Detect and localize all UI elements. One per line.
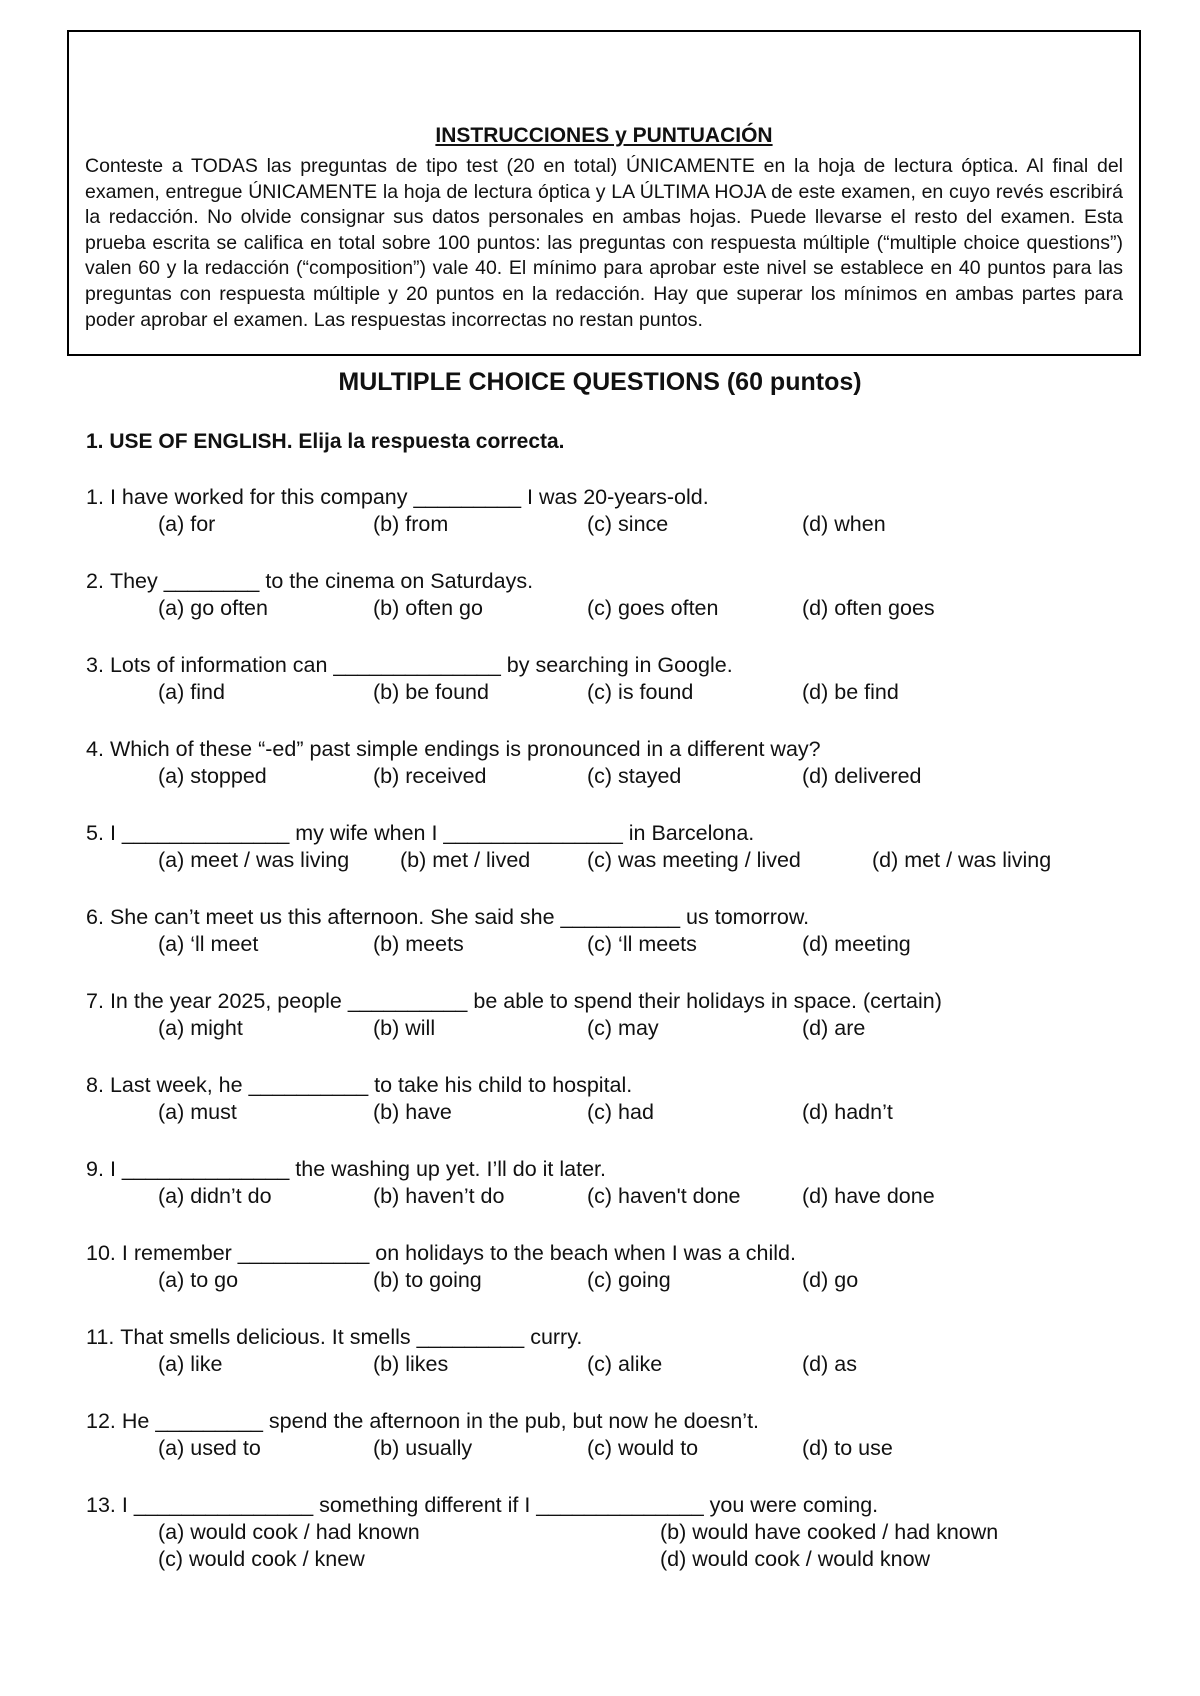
question-text: In the year 2025, people __________ be able to spend their holidays in space. (certain) bbox=[109, 989, 942, 1013]
question-1-option-b: (b) from bbox=[373, 512, 449, 536]
question-4-option-b: (b) received bbox=[373, 764, 487, 788]
question-8-option-c: (c) had bbox=[587, 1100, 654, 1124]
instructions-box bbox=[67, 30, 1141, 356]
question-13-option-d: (d) would cook / would know bbox=[660, 1547, 931, 1571]
question-12-option-c: (c) would to bbox=[587, 1436, 699, 1460]
question-2-option-c: (c) goes often bbox=[587, 596, 719, 620]
question-number: 11. bbox=[86, 1325, 115, 1349]
question-5-option-c: (c) was meeting / lived bbox=[587, 848, 801, 872]
question-text: That smells delicious. It smells _________ curry. bbox=[120, 1325, 583, 1349]
question-number: 5. bbox=[86, 821, 104, 845]
question-3-option-d: (d) be find bbox=[802, 680, 899, 704]
question-4-option-a: (a) stopped bbox=[158, 764, 267, 788]
question-5-option-a: (a) meet / was living bbox=[158, 848, 350, 872]
question-text: I have worked for this company _________ I was 20-years-old. bbox=[109, 485, 709, 509]
question-text: He _________ spend the afternoon in the pub, but now he doesn’t. bbox=[121, 1409, 760, 1433]
question-7-option-b: (b) will bbox=[373, 1016, 436, 1040]
question-7-option-d: (d) are bbox=[802, 1016, 866, 1040]
question-6-option-d: (d) meeting bbox=[802, 932, 911, 956]
question-number: 13. bbox=[86, 1493, 116, 1517]
question-10-option-d: (d) go bbox=[802, 1268, 859, 1292]
question-8-option-d: (d) hadn’t bbox=[802, 1100, 893, 1124]
question-9-option-c: (c) haven't done bbox=[587, 1184, 741, 1208]
question-13-option-a: (a) would cook / had known bbox=[158, 1520, 420, 1544]
question-2-option-d: (d) often goes bbox=[802, 596, 935, 620]
question-12-option-a: (a) used to bbox=[158, 1436, 261, 1460]
question-10-option-a: (a) to go bbox=[158, 1268, 239, 1292]
question-3 bbox=[86, 653, 733, 678]
question-1-option-d: (d) when bbox=[802, 512, 886, 536]
question-1-option-a: (a) for bbox=[158, 512, 216, 536]
question-number: 10. bbox=[86, 1241, 116, 1265]
question-9 bbox=[86, 1157, 606, 1182]
question-7-option-c: (c) may bbox=[587, 1016, 659, 1040]
question-number: 1. bbox=[86, 485, 104, 509]
question-13 bbox=[86, 1493, 878, 1518]
question-2 bbox=[86, 569, 533, 594]
question-12-option-d: (d) to use bbox=[802, 1436, 893, 1460]
question-text: They ________ to the cinema on Saturdays. bbox=[109, 569, 534, 593]
question-1 bbox=[86, 485, 709, 510]
question-7 bbox=[86, 989, 942, 1014]
question-12-option-b: (b) usually bbox=[373, 1436, 473, 1460]
question-13-option-b: (b) would have cooked / had known bbox=[660, 1520, 999, 1544]
question-11-option-b: (b) likes bbox=[373, 1352, 449, 1376]
question-6 bbox=[86, 905, 809, 930]
question-8-option-b: (b) have bbox=[373, 1100, 452, 1124]
question-6-option-c: (c) ‘ll meets bbox=[587, 932, 697, 956]
question-text: She can’t meet us this afternoon. She said she __________ us tomorrow. bbox=[109, 905, 810, 929]
question-number: 6. bbox=[86, 905, 104, 929]
question-4-option-d: (d) delivered bbox=[802, 764, 922, 788]
question-4-option-c: (c) stayed bbox=[587, 764, 682, 788]
question-number: 2. bbox=[86, 569, 104, 593]
question-6-option-a: (a) ‘ll meet bbox=[158, 932, 259, 956]
question-13-option-c: (c) would cook / knew bbox=[158, 1547, 365, 1571]
question-11-option-a: (a) like bbox=[158, 1352, 223, 1376]
question-8 bbox=[86, 1073, 632, 1098]
instructions-title: INSTRUCCIONES y PUNTUACIÓN bbox=[435, 124, 773, 147]
question-text: Which of these “-ed” past simple endings is pronounced in a different way? bbox=[109, 737, 821, 761]
question-text: I ______________ my wife when I _______________ in Barcelona. bbox=[109, 821, 755, 845]
question-text: I ______________ the washing up yet. I’ll do it later. bbox=[109, 1157, 606, 1181]
question-number: 9. bbox=[86, 1157, 104, 1181]
question-10 bbox=[86, 1241, 796, 1266]
question-number: 4. bbox=[86, 737, 104, 761]
question-11 bbox=[86, 1325, 582, 1350]
question-2-option-b: (b) often go bbox=[373, 596, 483, 620]
question-text: Last week, he __________ to take his child to hospital. bbox=[109, 1073, 633, 1097]
question-2-option-a: (a) go often bbox=[158, 596, 268, 620]
section-heading: MULTIPLE CHOICE QUESTIONS (60 puntos) bbox=[338, 368, 862, 396]
question-3-option-b: (b) be found bbox=[373, 680, 489, 704]
question-12 bbox=[86, 1409, 759, 1434]
question-text: Lots of information can ______________ by searching in Google. bbox=[109, 653, 733, 677]
question-5-option-d: (d) met / was living bbox=[872, 848, 1052, 872]
question-1-option-c: (c) since bbox=[587, 512, 669, 536]
question-number: 7. bbox=[86, 989, 104, 1013]
question-9-option-d: (d) have done bbox=[802, 1184, 935, 1208]
question-5-option-b: (b) met / lived bbox=[400, 848, 531, 872]
question-number: 8. bbox=[86, 1073, 104, 1097]
question-4 bbox=[86, 737, 821, 762]
question-11-option-c: (c) alike bbox=[587, 1352, 663, 1376]
question-number: 3. bbox=[86, 653, 104, 677]
question-10-option-b: (b) to going bbox=[373, 1268, 482, 1292]
question-text: I _______________ something different if I ______________ you were coming. bbox=[121, 1493, 879, 1517]
question-5 bbox=[86, 821, 754, 846]
instructions-body: Conteste a TODAS las preguntas de tipo test (20 en total) ÚNICAMENTE en la hoja de lectura óptica. Al final del examen, entregue ÚNICAMENTE la hoja de lectura óptica y LA ÚLTIMA HOJA de este examen, en cuyo revés escribirá la redacción. No olvide consignar sus datos personales en ambas hojas. Puede llevarse el resto del examen. Esta prueba escrita se califica en total sobre 100 puntos: las preguntas con respuesta múltiple (“multiple choice questions”) valen 60 y la redacción (“composition”) vale 40. El mínimo para aprobar este nivel se establece en 40 puntos para las preguntas con respuesta múltiple y 20 puntos en la redacción. Hay que superar los mínimos en ambas partes para poder aprobar el examen. Las respuestas incorrectas no restan puntos. bbox=[85, 155, 1123, 331]
question-10-option-c: (c) going bbox=[587, 1268, 671, 1292]
question-3-option-c: (c) is found bbox=[587, 680, 694, 704]
question-number: 12. bbox=[86, 1409, 116, 1433]
part-heading: 1. USE OF ENGLISH. Elija la respuesta correcta. bbox=[86, 430, 565, 453]
question-text: I remember ___________ on holidays to the beach when I was a child. bbox=[121, 1241, 796, 1265]
question-7-option-a: (a) might bbox=[158, 1016, 243, 1040]
question-9-option-a: (a) didn’t do bbox=[158, 1184, 272, 1208]
question-9-option-b: (b) haven’t do bbox=[373, 1184, 505, 1208]
question-6-option-b: (b) meets bbox=[373, 932, 464, 956]
question-11-option-d: (d) as bbox=[802, 1352, 857, 1376]
question-8-option-a: (a) must bbox=[158, 1100, 237, 1124]
question-3-option-a: (a) find bbox=[158, 680, 225, 704]
